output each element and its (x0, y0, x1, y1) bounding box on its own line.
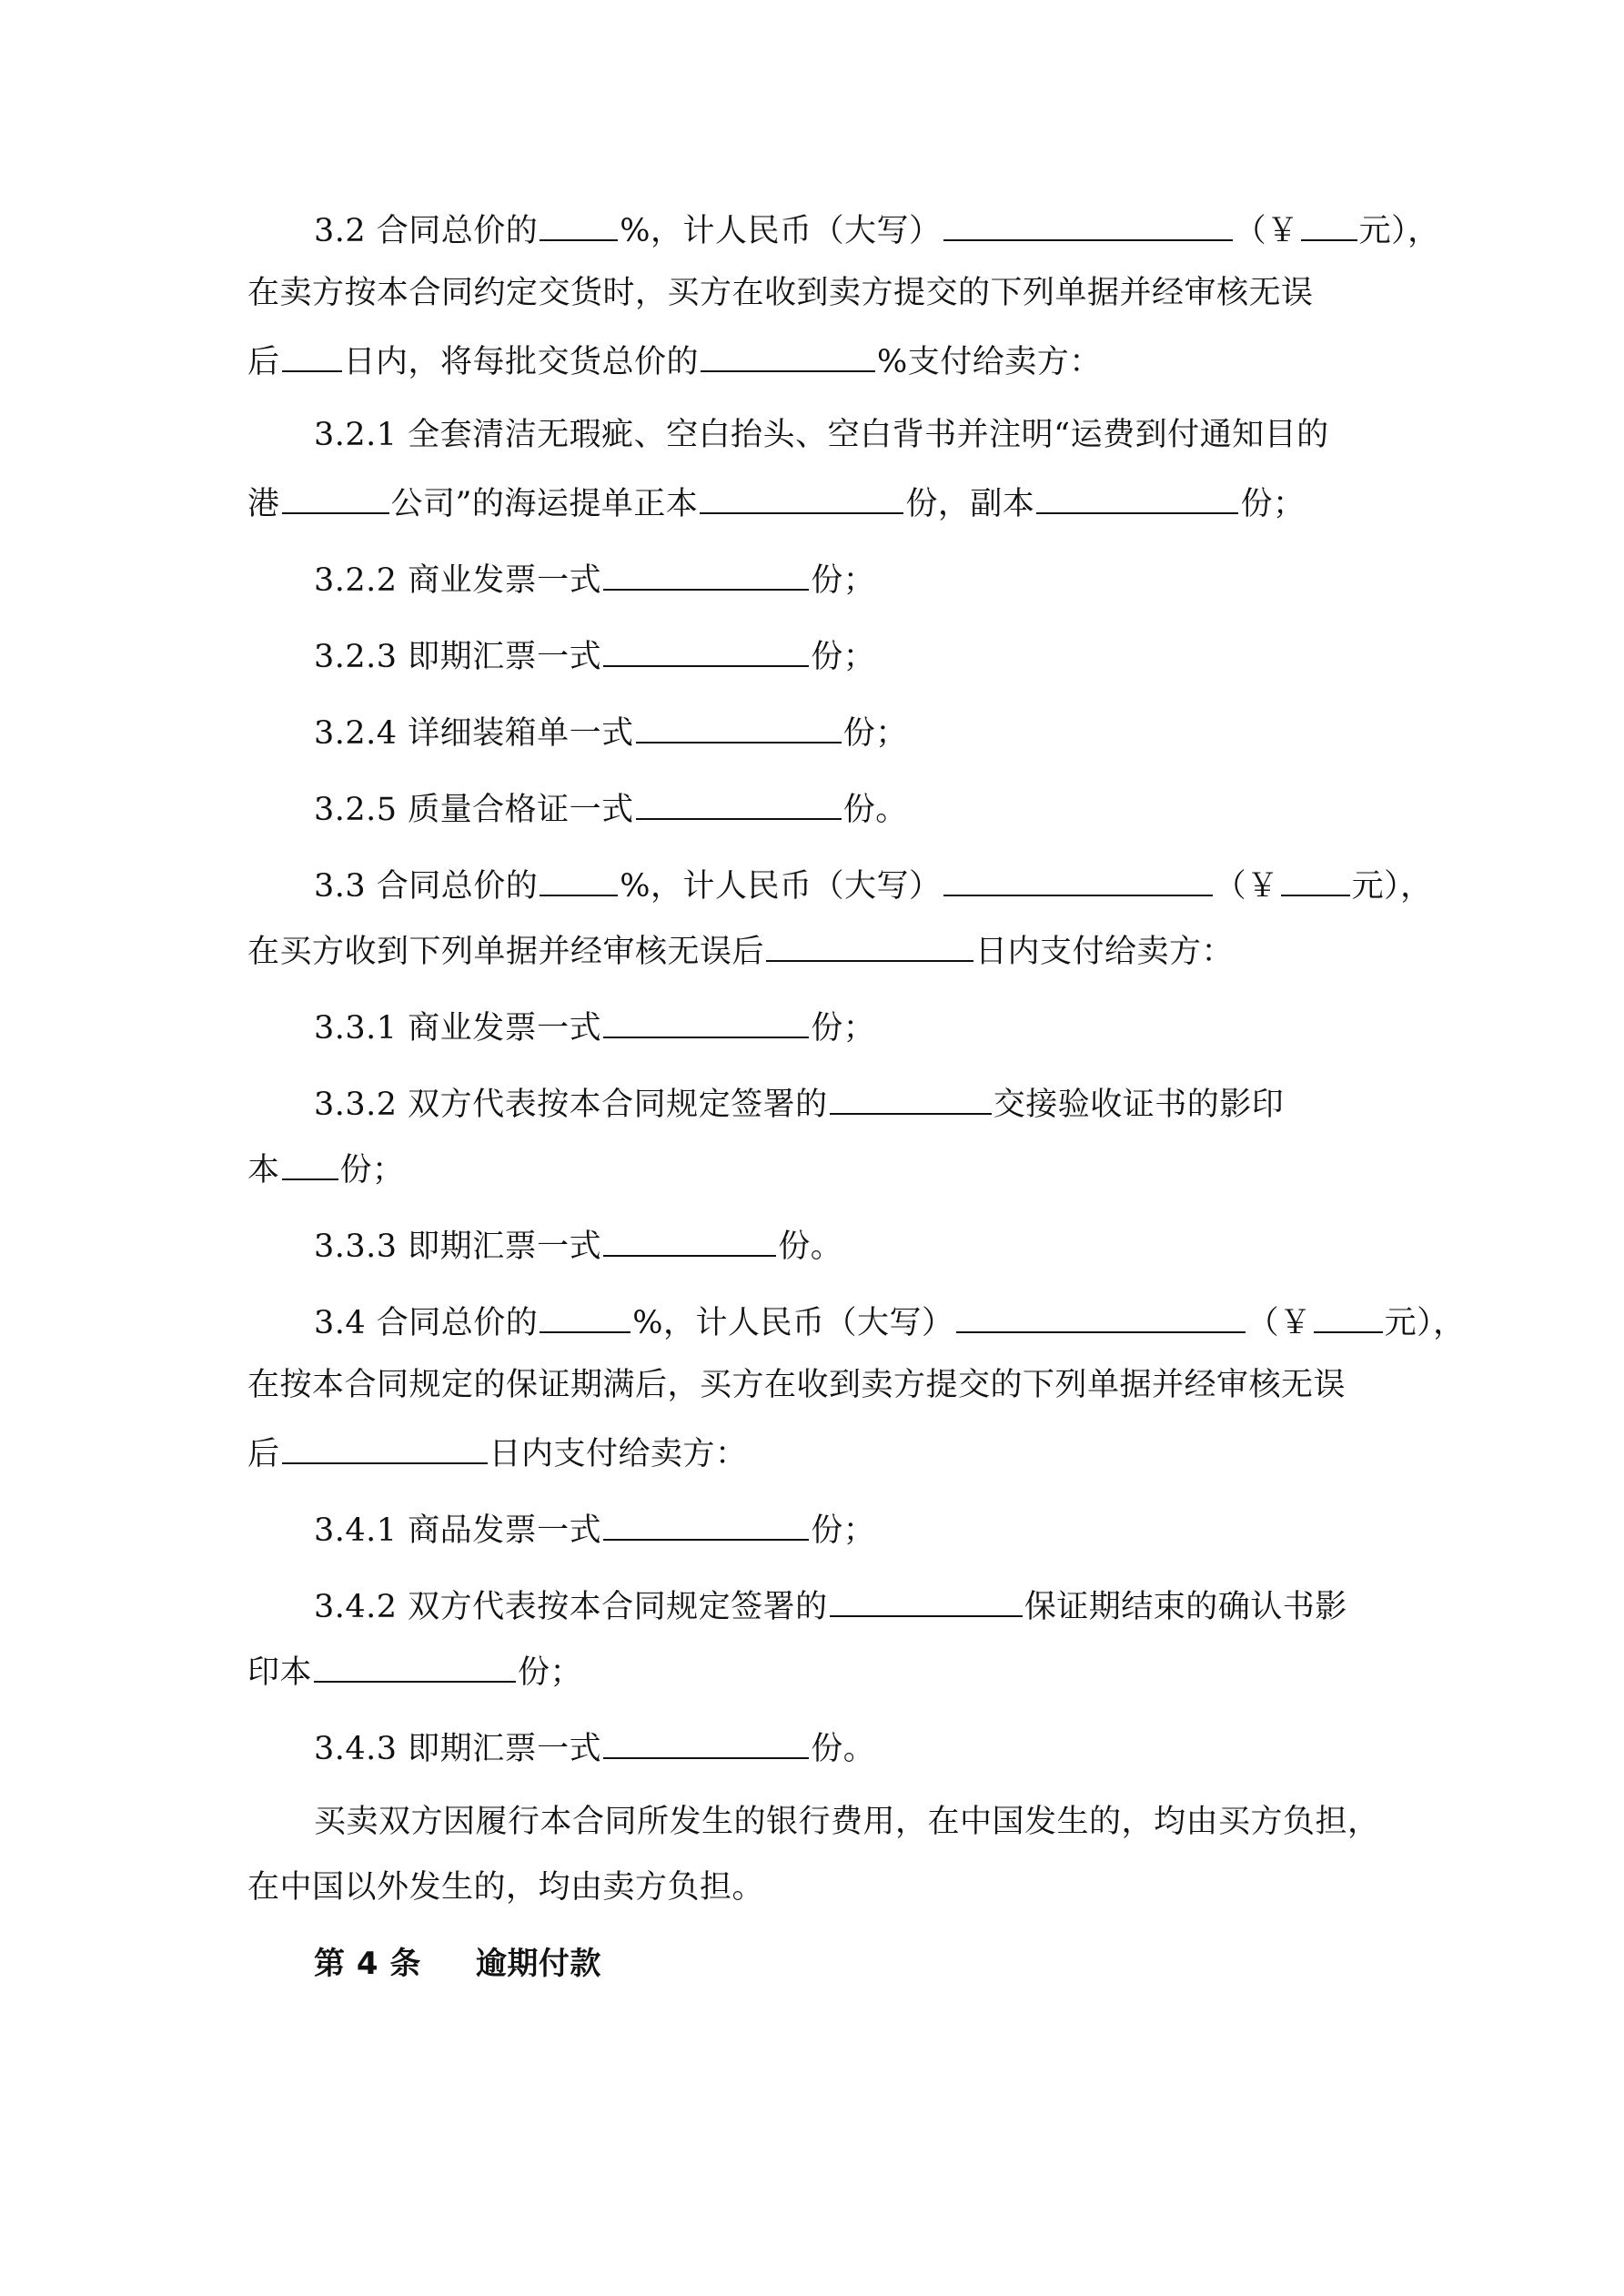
blank-amount-words[interactable] (943, 207, 1233, 241)
text: 日内，将每批交货总价的 (343, 344, 700, 380)
clause-3-2-3 (314, 633, 875, 677)
text: 保证期结束的确认书影 (1024, 1589, 1347, 1625)
blank-days[interactable] (282, 339, 342, 372)
blank-copies[interactable] (636, 786, 842, 820)
text: 印本 (247, 1654, 313, 1691)
clause-3-2-line-1 (314, 207, 1440, 251)
text: 公司”的海运提单正本 (390, 486, 699, 522)
text: 份； (518, 1654, 583, 1691)
text: 元）， (1351, 868, 1433, 905)
clause-3-2-4 (314, 710, 908, 754)
clause-3-3-line-1 (314, 863, 1433, 906)
text: 3.4.3 即期汇票一式 (314, 1731, 602, 1767)
text: 份； (842, 715, 908, 752)
blank-port[interactable] (282, 480, 389, 514)
text: 3.3.2 双方代表按本合同规定签署的 (314, 1087, 828, 1123)
blank-copies[interactable] (636, 710, 842, 743)
text: 在中国以外发生的，均由卖方负担。 (247, 1869, 765, 1906)
text: 港 (247, 486, 280, 522)
text: 日内支付给卖方： (489, 1436, 748, 1472)
clause-3-2-line-2 (247, 273, 1314, 313)
blank-percent[interactable] (701, 339, 875, 372)
clause-3-3-2-line-1 (314, 1081, 1284, 1125)
text: 后 (247, 1436, 280, 1472)
blank-copies[interactable] (282, 1147, 338, 1180)
blank-original-copies[interactable] (700, 480, 903, 514)
blank-copies[interactable] (603, 557, 809, 591)
blank-amount-words[interactable] (956, 1300, 1246, 1333)
text: 元）， (1358, 213, 1440, 249)
clause-3-2-line-3 (247, 339, 1102, 382)
text: 后 (247, 344, 280, 380)
text: 3.3.1 商业发票一式 (314, 1010, 602, 1047)
text: 3.4.2 双方代表按本合同规定签署的 (314, 1589, 828, 1625)
text: 份； (1240, 486, 1306, 522)
blank-copies[interactable] (603, 633, 809, 667)
clause-3-4-line-2 (247, 1365, 1346, 1405)
text: 3.4.1 商品发票一式 (314, 1512, 602, 1549)
text: 交接验收证书的影印 (993, 1087, 1285, 1123)
text: 份。 (811, 1731, 876, 1767)
blank-copies[interactable] (603, 1725, 809, 1759)
text: 买卖双方因履行本合同所发生的银行费用，在中国发生的，均由买方负担， (314, 1804, 1380, 1840)
text: （￥ (1246, 1305, 1312, 1341)
text: 本 (247, 1152, 280, 1188)
text: 在卖方按本合同约定交货时，买方在收到卖方提交的下列单据并经审核无误 (247, 275, 1314, 311)
clause-3-2-1-line-2 (247, 480, 1305, 524)
blank-days[interactable] (766, 928, 973, 962)
bank-fees-line-1 (314, 1802, 1380, 1842)
text: （￥ (1234, 213, 1299, 249)
clause-3-3-2-line-2 (247, 1147, 405, 1190)
text: %支付给卖方： (877, 344, 1102, 380)
text: 在买方收到下列单据并经审核无误后 (247, 934, 765, 970)
blank-days[interactable] (282, 1431, 488, 1464)
blank-copies[interactable] (603, 1507, 809, 1541)
text: %，计人民币（大写） (620, 868, 942, 905)
blank-duplicate-copies[interactable] (1036, 480, 1238, 514)
text: 份，副本 (905, 486, 1035, 522)
text: 3.4 合同总价的 (314, 1305, 539, 1341)
blank-amount-yuan[interactable] (1281, 863, 1350, 896)
blank-document[interactable] (830, 1081, 992, 1115)
text: 份； (339, 1152, 405, 1188)
clause-3-4-line-3 (247, 1431, 748, 1474)
clause-3-3-3 (314, 1223, 842, 1267)
blank-copies[interactable] (603, 1005, 809, 1038)
text: 在按本合同规定的保证期满后，买方在收到卖方提交的下列单据并经审核无误 (247, 1367, 1347, 1403)
text: 元）， (1384, 1305, 1466, 1341)
clause-3-3-1 (314, 1005, 875, 1048)
text: 份； (811, 639, 876, 675)
text: 3.2 合同总价的 (314, 213, 539, 249)
text: 3.2.4 详细装箱单一式 (314, 715, 634, 752)
text: 份； (811, 1512, 876, 1549)
blank-percent[interactable] (540, 863, 618, 896)
clause-3-4-1 (314, 1507, 875, 1551)
blank-amount-yuan[interactable] (1301, 207, 1357, 241)
clause-3-4-line-1 (314, 1300, 1466, 1343)
blank-document[interactable] (830, 1583, 1023, 1617)
clause-3-4-2-line-2 (247, 1649, 582, 1693)
clause-3-4-2-line-1 (314, 1583, 1347, 1627)
text: 日内支付给卖方： (975, 934, 1235, 970)
blank-amount-yuan[interactable] (1314, 1300, 1383, 1333)
bank-fees-line-2 (247, 1867, 764, 1907)
text: %，计人民币（大写） (620, 213, 942, 249)
blank-percent[interactable] (540, 207, 618, 241)
text: 3.2.2 商业发票一式 (314, 562, 602, 599)
clause-3-3-line-2 (247, 928, 1234, 972)
article-title: 逾期付款 (475, 1946, 601, 1982)
text: 3.2.1 全套清洁无瑕疵、空白抬头、空白背书并注明“运费到付通知目的 (314, 417, 1329, 453)
text: 3.3.3 即期汇票一式 (314, 1229, 602, 1265)
blank-percent[interactable] (540, 1300, 630, 1333)
text: 3.2.5 质量合格证一式 (314, 792, 634, 828)
clause-3-4-3 (314, 1725, 875, 1769)
text: %，计人民币（大写） (632, 1305, 954, 1341)
blank-copies[interactable] (314, 1649, 516, 1683)
text: 份。 (778, 1229, 843, 1265)
text: （￥ (1214, 868, 1279, 905)
text: 3.2.3 即期汇票一式 (314, 639, 602, 675)
clause-3-2-2 (314, 557, 875, 601)
blank-amount-words[interactable] (943, 863, 1213, 896)
text: 份； (811, 1010, 876, 1047)
text: 3.3 合同总价的 (314, 868, 539, 905)
text: 份。 (842, 792, 908, 828)
article-4-heading (314, 1944, 601, 1984)
article-number: 第 4 条 (314, 1946, 421, 1982)
text: 份； (811, 562, 876, 599)
clause-3-2-5 (314, 786, 908, 830)
blank-copies[interactable] (603, 1223, 776, 1257)
clause-3-2-1-line-1 (314, 415, 1329, 455)
